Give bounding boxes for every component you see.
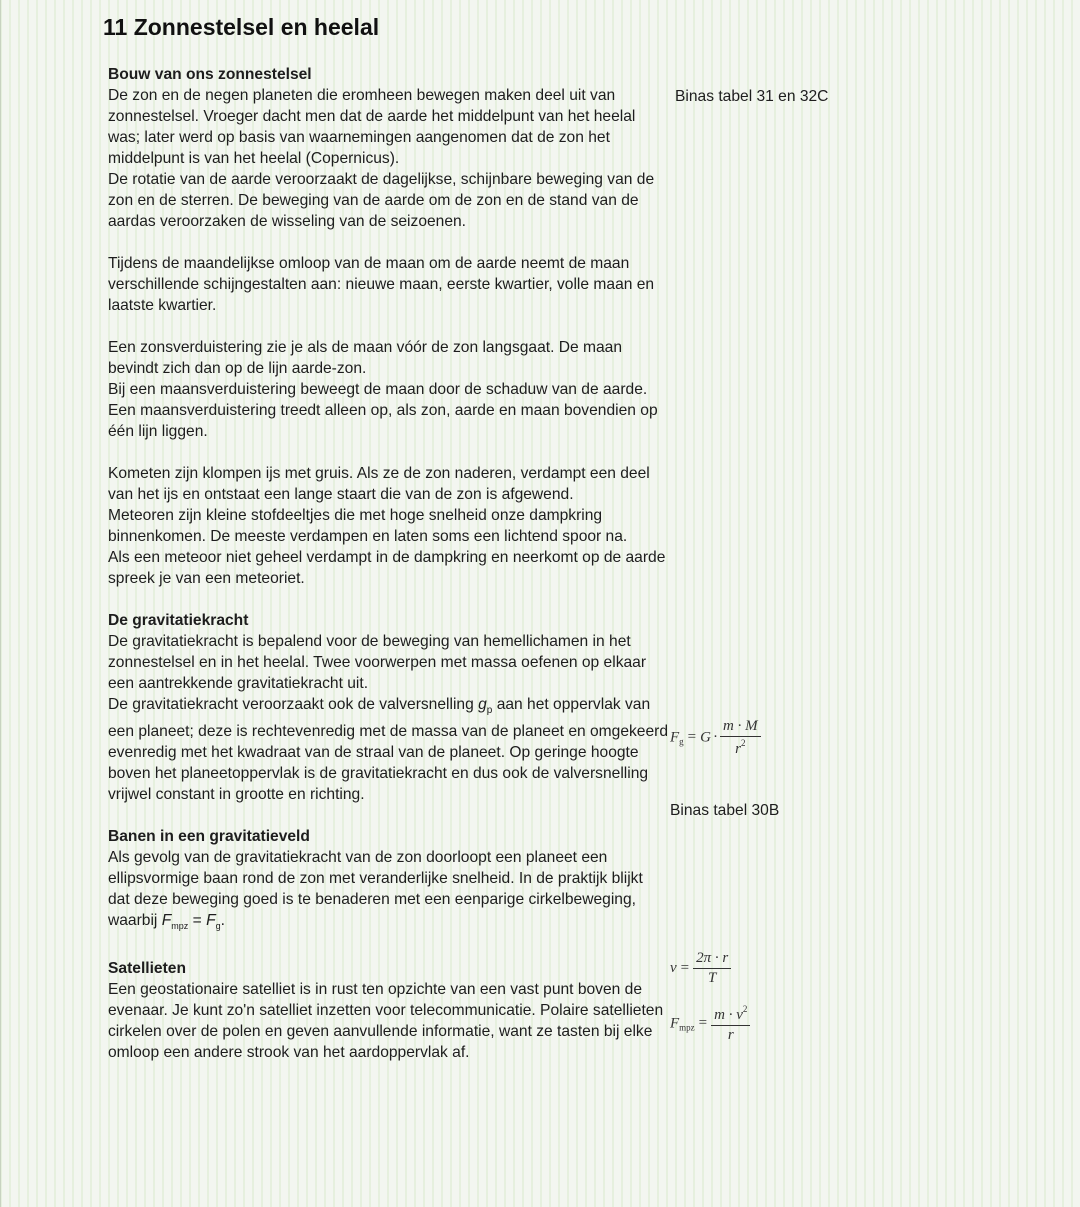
formula-gravitational-force: $F_g = G$ · $\frac{m \cdot M}{r^2}$ <box>670 718 761 758</box>
paragraph: Als een meteoor niet geheel verdampt in de dampkring en neerkomt op de aarde spreek je van een meteoriet. <box>108 549 666 587</box>
paragraph: De gravitatiekracht veroorzaakt ook de valversnelling $g_p$ aan het oppervlak van een planeet; deze is rechtevenredig met de massa van de planeet en omgekeerd evenredig met het kwadraat van de straal van de planeet. Op geringe hoogte boven het planeetoppervlak is de gravitatiekracht en dus ook de valversnelling vrijwel constant in grootte en richting. <box>108 696 669 804</box>
section-bouw <box>108 64 668 589</box>
formula-centripetal-force: $F_{mpz}$ = $\frac{m \cdot v^2}{r}$ <box>670 1004 750 1044</box>
section-heading: Satellieten <box>108 960 186 978</box>
paragraph: Tijdens de maandelijkse omloop van de maan om de aarde neemt de maan verschillende schijngestalten aan: nieuwe maan, eerste kwartier, volle maan en laatste kwartier. <box>108 255 655 314</box>
section-banen <box>108 826 668 937</box>
section-satellieten <box>108 958 668 1063</box>
paragraph: Een geostationaire satelliet is in rust ten opzichte van een vast punt boven de evenaar. Je kunt zo'n satelliet inzetten voor telecommunicatie. Polaire satellieten cirkelen over de polen en geven aanvullende informatie, want ze tasten bij elke omloop een andere strook van het aardoppervlak af. <box>108 981 664 1062</box>
paragraph: De rotatie van de aarde veroorzaakt de dagelijkse, schijnbare beweging van de zon en de sterren. De beweging van de aarde om de zon en de stand van de aardas veroorzaken de wisseling van de seizoenen. <box>108 171 655 230</box>
paragraph: De gravitatiekracht is bepalend voor de beweging van hemellichamen in het zonnestelsel en in het heelal. Twee voorwerpen met massa oefenen op elkaar een aantrekkende gravitatiekracht uit. <box>108 633 647 692</box>
paragraph: De zon en de negen planeten die eromheen bewegen maken deel uit van zonnestelsel. Vroeger dacht men dat de aarde het middelpunt van het heelal was; later werd op basis van waarnemingen aangenomen dat de zon het middelpunt is van het heelal (Copernicus). <box>108 87 636 167</box>
main-text-column <box>108 64 668 1063</box>
paragraph: Kometen zijn klompen ijs met gruis. Als ze de zon naderen, verdampt een deel van het ijs en ontstaat een lange staart die van de zon is afgewend. <box>108 465 650 503</box>
binas-reference-31-32c: Binas tabel 31 en 32C <box>675 88 829 105</box>
formula-orbital-speed: v = $\frac{2\pi \cdot r}{T}$ <box>670 950 731 987</box>
paragraph: Als gevolg van de gravitatiekracht van de zon doorloopt een planeet een ellipsvormige baan rond de zon met veranderlijke snelheid. In de praktijk blijkt dat deze beweging goed is te benaderen met een eenparige cirkelbeweging, waarbij $F_{mpz} = F_g$. <box>108 849 643 932</box>
chapter-title: 11 Zonnestelsel en heelal <box>103 14 380 40</box>
paragraph: Meteoren zijn kleine stofdeeltjes die met hoge snelheid onze dampkring binnenkomen. De meeste verdampen en laten soms een lichtend spoor na. <box>108 507 628 545</box>
section-heading: Bouw van ons zonnestelsel <box>108 66 312 83</box>
paragraph: Een zonsverduistering zie je als de maan vóór de zon langsgaat. De maan bevindt zich dan op de lijn aarde-zon. <box>108 339 623 377</box>
section-gravitatie <box>108 610 668 805</box>
binas-reference-30b: Binas tabel 30B <box>670 802 780 819</box>
paragraph: Bij een maansverduistering beweegt de maan door de schaduw van de aarde. Een maansverduistering treedt alleen op, als zon, aarde en maan bovendien op één lijn liggen. <box>108 381 658 440</box>
section-heading: De gravitatiekracht <box>108 612 249 629</box>
section-heading: Banen in een gravitatieveld <box>108 828 310 846</box>
